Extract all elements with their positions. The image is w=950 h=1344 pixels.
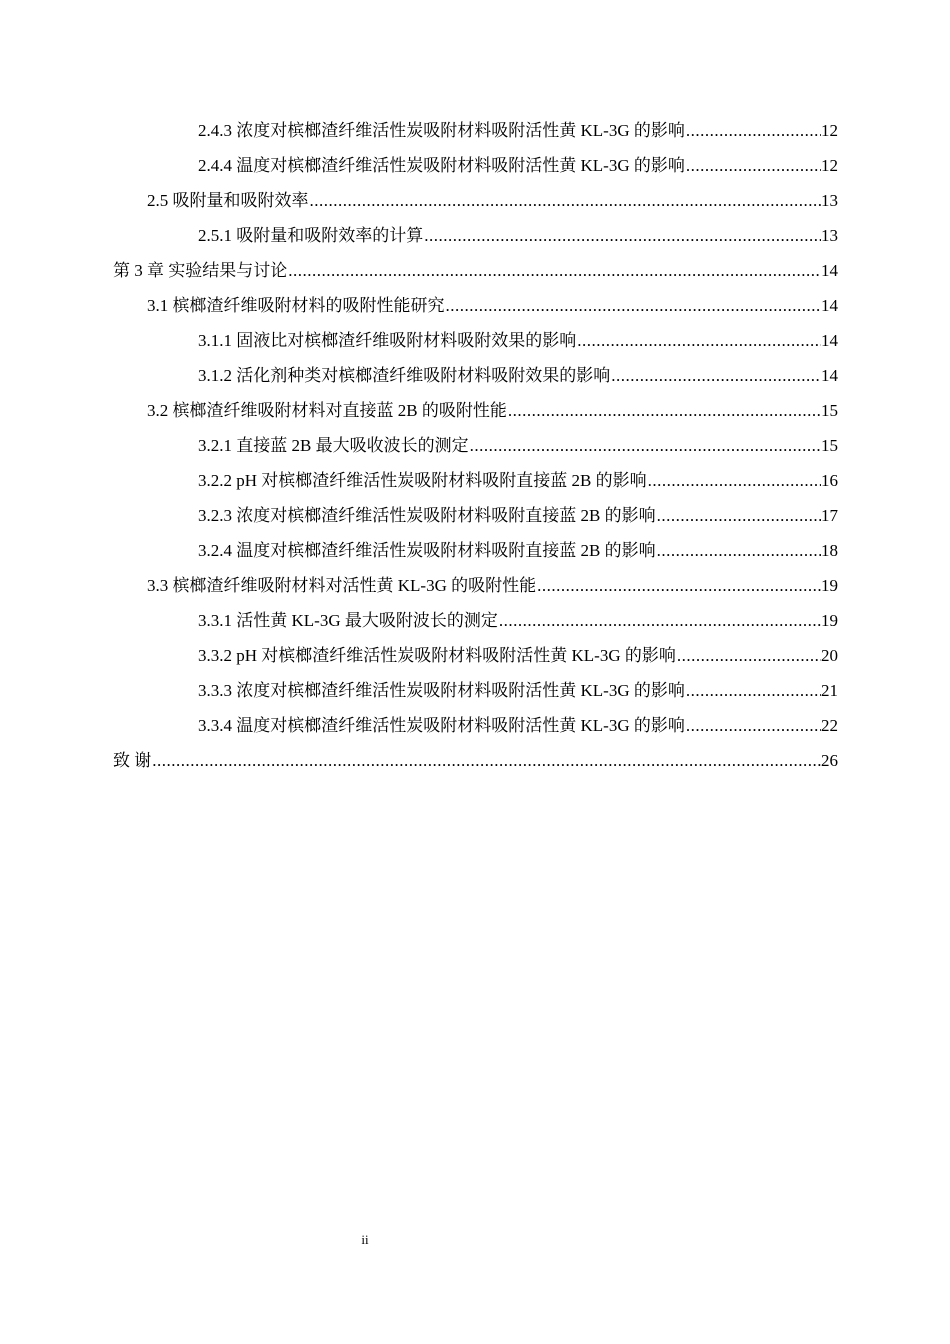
toc-entry-title: 3.1 槟榔渣纤维吸附材料的吸附性能研究: [147, 296, 445, 315]
toc-entry-page: 12: [821, 121, 838, 140]
toc-dot-leader: [536, 568, 821, 603]
toc-entry-title: 3.3.4 温度对槟榔渣纤维活性炭吸附材料吸附活性黄 KL-3G 的影响: [198, 716, 685, 735]
toc-dot-leader: [656, 533, 821, 568]
toc-dot-leader: [507, 393, 821, 428]
toc-entry[interactable]: [113, 743, 838, 778]
toc-entry-page: 19: [821, 576, 838, 595]
toc-dot-leader: [685, 673, 821, 708]
toc-entry[interactable]: [113, 253, 838, 288]
toc-dot-leader: [423, 218, 821, 253]
toc-entry-page: 15: [821, 401, 838, 420]
toc-entry-page: 15: [821, 436, 838, 455]
toc-entry[interactable]: [198, 428, 838, 463]
toc-entry[interactable]: [198, 603, 838, 638]
toc-entry-title: 3.2 槟榔渣纤维吸附材料对直接蓝 2B 的吸附性能: [147, 401, 507, 420]
toc-entry[interactable]: [147, 568, 838, 603]
toc-entry-title: 3.1.2 活化剂种类对槟榔渣纤维吸附材料吸附效果的影响: [198, 366, 611, 385]
toc-entry-page: 16: [821, 471, 838, 490]
toc-dot-leader: [445, 288, 822, 323]
toc-entry-title: 3.3.3 浓度对槟榔渣纤维活性炭吸附材料吸附活性黄 KL-3G 的影响: [198, 681, 685, 700]
toc-entry[interactable]: [198, 533, 838, 568]
toc-entry-page: 18: [821, 541, 838, 560]
toc-entry[interactable]: [198, 113, 838, 148]
toc-dot-leader: [469, 428, 821, 463]
toc-entry-title: 3.3 槟榔渣纤维吸附材料对活性黄 KL-3G 的吸附性能: [147, 576, 537, 595]
toc-entry-page: 14: [821, 331, 838, 350]
toc-entry-page: 14: [821, 261, 838, 280]
toc-entry-title: 3.2.1 直接蓝 2B 最大吸收波长的测定: [198, 436, 469, 455]
toc-entry-title: 3.2.3 浓度对槟榔渣纤维活性炭吸附材料吸附直接蓝 2B 的影响: [198, 506, 656, 525]
toc-entry-page: 20: [821, 646, 838, 665]
toc-entry[interactable]: [198, 358, 838, 393]
toc-entry-page: 17: [821, 506, 838, 525]
toc-entry[interactable]: [198, 148, 838, 183]
toc-entry[interactable]: [147, 288, 838, 323]
toc-entry-page: 21: [821, 681, 838, 700]
toc-entry-page: 12: [821, 156, 838, 175]
toc-entry[interactable]: [198, 708, 838, 743]
toc-dot-leader: [685, 708, 821, 743]
toc-entry-page: 13: [821, 191, 838, 210]
toc-dot-leader: [685, 148, 821, 183]
toc-entry-title: 3.2.4 温度对槟榔渣纤维活性炭吸附材料吸附直接蓝 2B 的影响: [198, 541, 656, 560]
toc-entry-title: 2.5 吸附量和吸附效率: [147, 191, 309, 210]
toc-entry[interactable]: [147, 183, 838, 218]
toc-entry-page: 14: [821, 296, 838, 315]
toc-dot-leader: [656, 498, 821, 533]
table-of-contents: [0, 113, 950, 778]
toc-entry-title: 第 3 章 实验结果与讨论: [113, 261, 288, 280]
toc-dot-leader: [610, 358, 821, 393]
toc-entry-title: 致 谢: [113, 751, 152, 770]
toc-dot-leader: [576, 323, 821, 358]
toc-entry[interactable]: [147, 393, 838, 428]
toc-dot-leader: [647, 463, 821, 498]
toc-entry[interactable]: [198, 638, 838, 673]
toc-entry[interactable]: [198, 218, 838, 253]
toc-entry-page: 14: [821, 366, 838, 385]
toc-entry-title: 3.1.1 固液比对槟榔渣纤维吸附材料吸附效果的影响: [198, 331, 577, 350]
toc-entry-page: 22: [821, 716, 838, 735]
toc-entry-title: 3.3.2 pH 对槟榔渣纤维活性炭吸附材料吸附活性黄 KL-3G 的影响: [198, 646, 676, 665]
toc-entry-title: 3.3.1 活性黄 KL-3G 最大吸附波长的测定: [198, 611, 498, 630]
page-number: ii: [361, 1232, 369, 1247]
toc-entry[interactable]: [198, 673, 838, 708]
toc-dot-leader: [287, 253, 821, 288]
toc-dot-leader: [685, 113, 821, 148]
toc-entry-page: 13: [821, 226, 838, 245]
toc-dot-leader: [498, 603, 821, 638]
toc-entry-page: 26: [821, 751, 838, 770]
toc-entry-title: 3.2.2 pH 对槟榔渣纤维活性炭吸附材料吸附直接蓝 2B 的影响: [198, 471, 647, 490]
toc-entry[interactable]: [198, 323, 838, 358]
toc-dot-leader: [676, 638, 821, 673]
toc-entry[interactable]: [198, 463, 838, 498]
toc-dot-leader: [151, 743, 821, 778]
toc-dot-leader: [309, 183, 822, 218]
toc-entry-title: 2.4.4 温度对槟榔渣纤维活性炭吸附材料吸附活性黄 KL-3G 的影响: [198, 156, 685, 175]
toc-entry-title: 2.4.3 浓度对槟榔渣纤维活性炭吸附材料吸附活性黄 KL-3G 的影响: [198, 121, 685, 140]
toc-entry-page: 19: [821, 611, 838, 630]
toc-entry[interactable]: [198, 498, 838, 533]
toc-entry-title: 2.5.1 吸附量和吸附效率的计算: [198, 226, 424, 245]
